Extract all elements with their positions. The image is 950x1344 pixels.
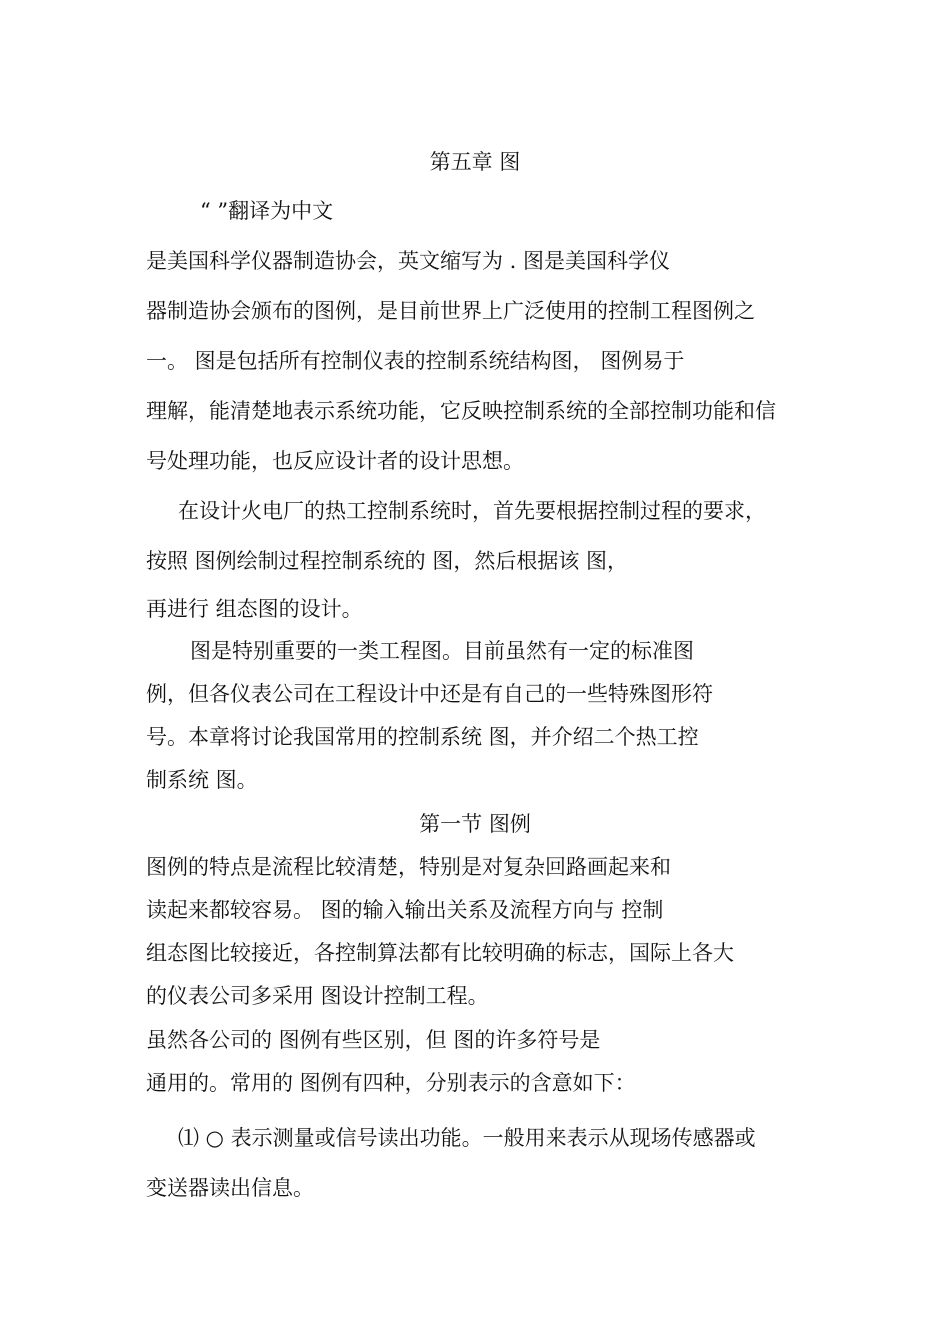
chapter-title: 第五章 图 (429, 150, 521, 174)
paragraph-line: 制系统 图。 (146, 768, 258, 792)
paragraph-line: 理解，能清楚地表示系统功能，它反映控制系统的全部控制功能和信 (146, 399, 776, 423)
paragraph-line: 的仪表公司多采用 图设计控制工程。 (146, 984, 489, 1008)
paragraph-line: 变送器读出信息。 (146, 1176, 314, 1200)
paragraph-line: 图是特别重要的一类工程图。目前虽然有一定的标准图 (190, 639, 694, 663)
paragraph-line: 号处理功能，也反应设计者的设计思想。 (146, 449, 524, 473)
paragraph-line: 一。 图是包括所有控制仪表的控制系统结构图， 图例易于 (146, 349, 685, 373)
paragraph-line: 是美国科学仪器制造协会，英文缩写为 . 图是美国科学仪 (146, 249, 671, 273)
paragraph-line: 例，但各仪表公司在工程设计中还是有自己的一些特殊图形符 (146, 682, 713, 706)
paragraph-line: 再进行 组态图的设计。 (146, 597, 363, 621)
paragraph-line: “ ”翻译为中文 (200, 199, 334, 223)
paragraph-line: 读起来都较容易。 图的输入输出关系及流程方向与 控制 (146, 898, 664, 922)
paragraph-line: 组态图比较接近，各控制算法都有比较明确的标志，国际上各大 (146, 941, 734, 965)
paragraph-line: 虽然各公司的 图例有些区别，但 图的许多符号是 (146, 1028, 601, 1052)
section-title: 第一节 图例 (419, 812, 531, 836)
paragraph-line: 号。本章将讨论我国常用的控制系统 图，并介绍二个热工控 (146, 725, 699, 749)
paragraph-line: 按照 图例绘制过程控制系统的 图，然后根据该 图， (146, 549, 629, 573)
paragraph-line: 图例的特点是流程比较清楚，特别是对复杂回路画起来和 (146, 855, 671, 879)
paragraph-line: 通用的。常用的 图例有四种，分别表示的含意如下： (146, 1071, 636, 1095)
paragraph-line: 器制造协会颁布的图例，是目前世界上广泛使用的控制工程图例之 (146, 299, 755, 323)
paragraph-line: 在设计火电厂的热工控制系统时，首先要根据控制过程的要求， (178, 499, 766, 523)
paragraph-line: ⑴ ○ 表示测量或信号读出功能。一般用来表示从现场传感器或 (178, 1126, 756, 1150)
